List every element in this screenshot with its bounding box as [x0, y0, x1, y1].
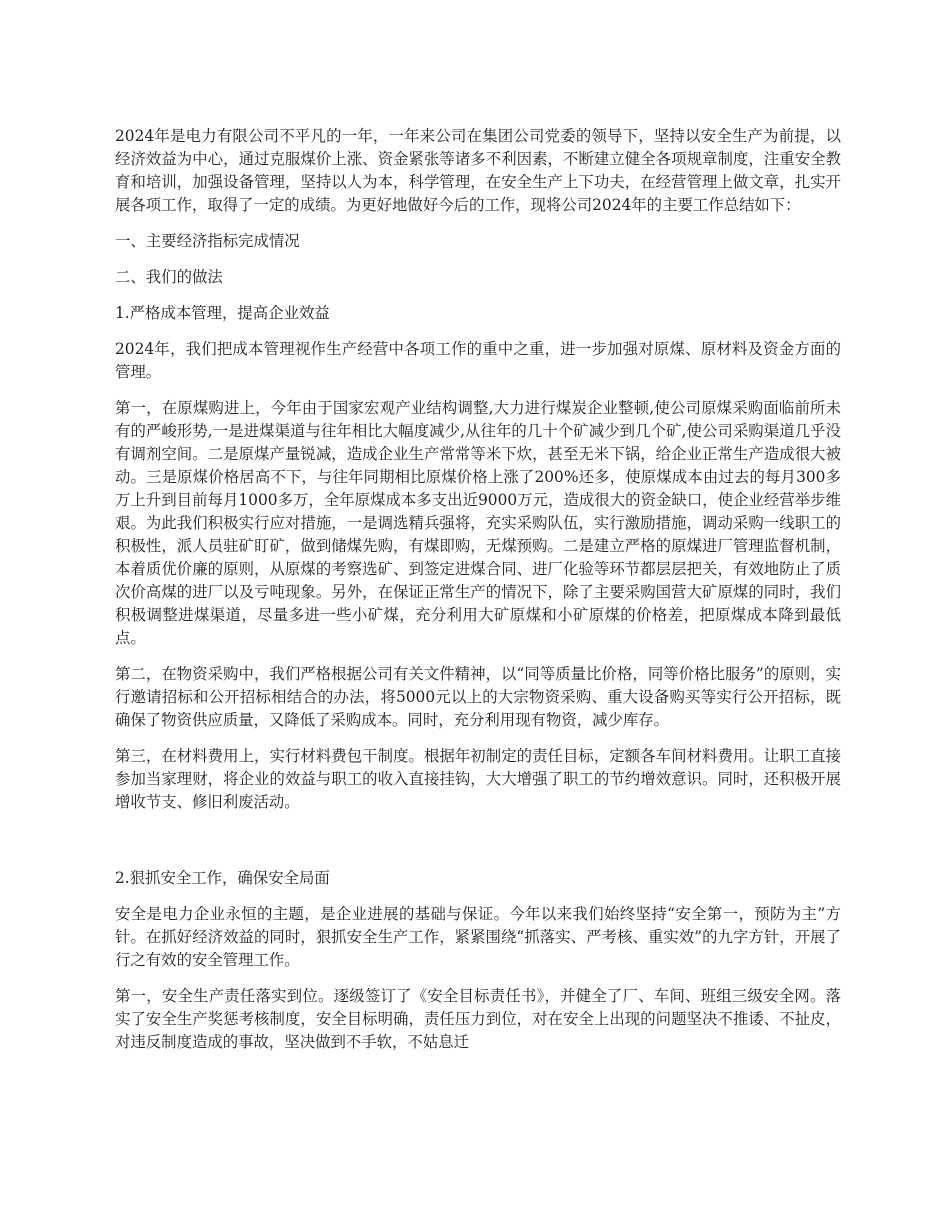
safety-intro-paragraph: 安全是电力企业永恒的主题，是企业进展的基础与保证。今年以来我们始终坚持“安全第一，预防为主”方针。在抓好经济效益的同时，狠抓安全生产工作，紧紧围绕“抓落实、严考核、重实效”的九字方针，开展了行之有效的安全管理工作。	[115, 905, 841, 969]
coal-purchase-paragraph: 第一，在原煤购进上，今年由于国家宏观产业结构调整,大力进行煤炭企业整顿,使公司原煤采购面临前所未有的严峻形势,一是进煤渠道与往年相比大幅度减少,从往年的几十个矿减少到几个矿,使公司采购渠道几乎没有调剂空间。二是原煤产量锐减，造成企业生产常常等米下炊，甚至无米下锅，给企业正常生产造成很大被动。三是原煤价格居高不下，与往年同期相比原煤价格上涨了200%还多，使原煤成本由过去的每月300多万上升到目前每月1000多万，全年原煤成本多支出近9000万元，造成很大的资金缺口，使企业经营举步维艰。为此我们积极实行应对措施，一是调选精兵强将，充实采购队伍，实行激励措施，调动采购一线职工的积极性，派人员驻矿盯矿，做到储煤先购，有煤即购，无煤预购。二是建立严格的原煤进厂管理监督机制，本着质优价廉的原则，从原煤的考察选矿、到签定进煤合同、进厂化验等环节都层层把关，有效地防止了质次价高煤的进厂以及亏吨现象。另外，在保证正常生产的情况下，除了主要采购国营大矿原煤的同时，我们积极调整进煤渠道，尽量多进一些小矿煤，充分利用大矿原煤和小矿原煤的价格差，把原煤成本降到最低点。	[115, 399, 841, 647]
cost-management-intro: 2024年，我们把成本管理视作生产经营中各项工作的重中之重，进一步加强对原煤、原材料及资金方面的管理。	[115, 340, 841, 381]
safety-responsibility-paragraph: 第一，安全生产责任落实到位。逐级签订了《安全目标责任书》，并健全了厂、车间、班组三级安全网。落实了安全生产奖惩考核制度，安全目标明确，责任压力到位，对在安全上出现的问题坚决不推诿、不扯皮，对违反制度造成的事故，坚决做到不手软，不姑息迁	[115, 987, 841, 1051]
subheading-safety: 2.狠抓安全工作，确保安全局面	[115, 869, 330, 887]
section-heading-2: 二、我们的做法	[115, 268, 223, 286]
document-body	[115, 125, 841, 1067]
material-procurement-paragraph: 第二，在物资采购中，我们严格根据公司有关文件精神，以“同等质量比价格，同等价格比服务”的原则，实行邀请招标和公开招标相结合的办法，将5000元以上的大宗物资采购、重大设备购买等实行公开招标，既确保了物资供应质量，又降低了采购成本。同时，充分利用现有物资，减少库存。	[115, 665, 841, 729]
section-heading-1: 一、主要经济指标完成情况	[115, 232, 300, 250]
intro-paragraph: 2024年是电力有限公司不平凡的一年，一年来公司在集团公司党委的领导下，坚持以安全生产为前提，以经济效益为中心，通过克服煤价上涨、资金紧张等诸多不利因素，不断建立健全各项规章制度，注重安全教育和培训，加强设备管理，坚持以人为本，科学管理，在安全生产上下功夫，在经营管理上做文章，扎实开展各项工作，取得了一定的成绩。为更好地做好今后的工作，现将公司2024年的主要工作总结如下：	[115, 127, 841, 214]
subheading-cost-management: 1.严格成本管理，提高企业效益	[115, 304, 330, 322]
material-cost-paragraph: 第三，在材料费用上，实行材料费包干制度。根据年初制定的责任目标，定额各车间材料费用。让职工直接参加当家理财，将企业的效益与职工的收入直接挂钩，大大增强了职工的节约增效意识。同时，还积极开展增收节支、修旧利废活动。	[115, 747, 841, 811]
section-spacer	[115, 827, 841, 867]
